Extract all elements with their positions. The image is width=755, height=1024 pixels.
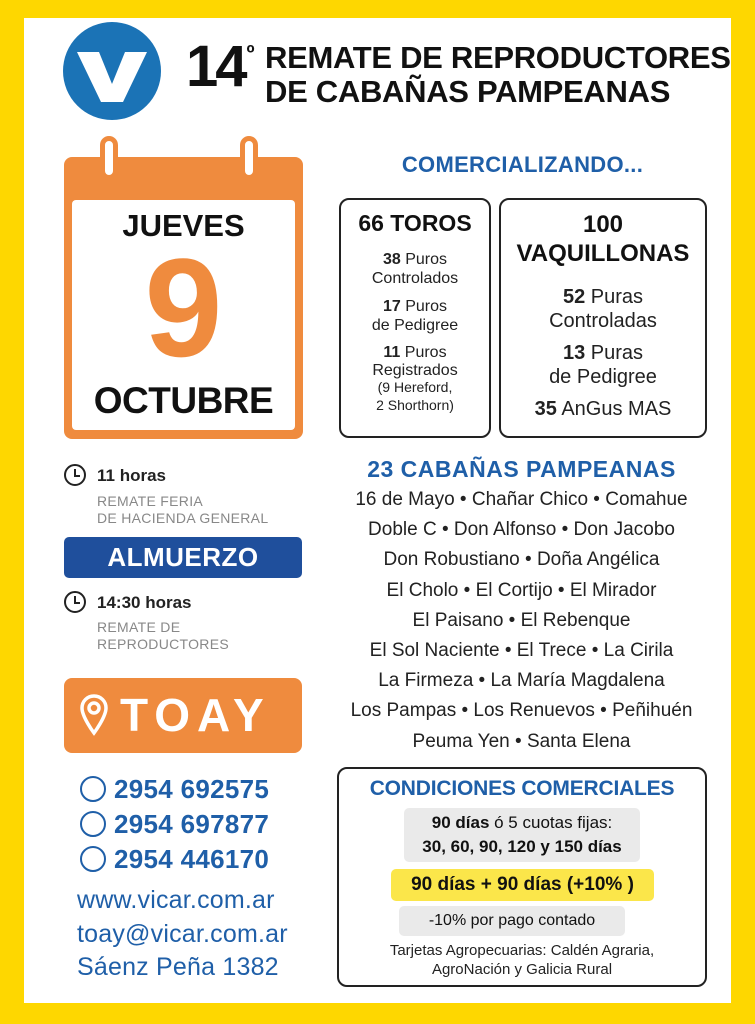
title-line-2: DE CABAÑAS PAMPEANAS bbox=[265, 74, 671, 109]
cabanas-line: El Paisano • El Rebenque bbox=[412, 609, 631, 631]
title-line-1: REMATE DE REPRODUCTORES bbox=[265, 40, 731, 75]
location-name: TOAY bbox=[120, 689, 271, 741]
cabanas-line: Doble C • Don Alfonso • Don Jacobo bbox=[368, 519, 675, 541]
conditions-heading: CONDICIONES COMERCIALES bbox=[369, 777, 675, 800]
cabanas-line: Peuma Yen • Santa Elena bbox=[412, 730, 631, 752]
cabanas-list bbox=[338, 485, 705, 757]
cabanas-line: Los Pampas • Los Renuevos • Peñihuén bbox=[350, 700, 693, 722]
address: Sáenz Peña 1382 bbox=[77, 953, 279, 981]
highlight-terms: 90 días + 90 días (+10% ) bbox=[391, 869, 654, 901]
calendar-ring-icon bbox=[240, 136, 258, 180]
whatsapp-icon bbox=[80, 776, 106, 802]
vaquillonas-item: 35 AnGus MAS bbox=[534, 398, 672, 420]
toros-item: 38 Puros Controlados bbox=[371, 251, 459, 287]
cabanas-line: El Sol Naciente • El Trece • La Cirila bbox=[369, 640, 674, 662]
cabanas-line: 16 de Mayo • Chañar Chico • Comahue bbox=[355, 489, 688, 510]
cabanas-line: Don Robustiano • Doña Angélica bbox=[383, 549, 660, 571]
payment-terms: 90 días ó 5 cuotas fijas: 30, 60, 90, 120 y 150 días bbox=[404, 808, 640, 862]
clock-icon bbox=[64, 591, 86, 613]
schedule-description: REMATE FERIA DE HACIENDA GENERAL bbox=[97, 493, 269, 526]
event-title bbox=[265, 41, 731, 109]
v-logo-icon bbox=[63, 22, 161, 120]
clock-icon bbox=[64, 464, 86, 486]
calendar-day-number: 9 bbox=[144, 229, 223, 386]
edition-number: $14^º$ bbox=[186, 34, 252, 99]
whatsapp-icon bbox=[80, 811, 106, 837]
email-link[interactable]: toay@vicar.com.ar bbox=[77, 920, 288, 948]
phone-number[interactable]: 2954 446170 bbox=[114, 844, 270, 874]
schedule-description: REMATE DE REPRODUCTORES bbox=[97, 619, 229, 652]
cabanas-line: El Cholo • El Cortijo • El Mirador bbox=[386, 579, 657, 601]
cabanas-heading: 23 CABAÑAS PAMPEANAS bbox=[367, 456, 676, 482]
commercializing-heading: COMERCIALIZANDO... bbox=[401, 152, 644, 177]
location-pin-icon bbox=[79, 693, 109, 737]
lunch-banner: ALMUERZO bbox=[64, 537, 302, 578]
vaquillonas-item: 13 Puras de Pedigree bbox=[549, 342, 657, 388]
vaquillonas-item: 52 Puras Controladas bbox=[549, 286, 657, 332]
cash-discount: -10% por pago contado bbox=[399, 906, 625, 936]
toros-item: 11 Puros Registrados (9 Hereford, 2 Shorthorn) bbox=[372, 344, 458, 413]
cabanas-line: La Firmeza • La María Magdalena bbox=[378, 670, 665, 692]
calendar-ring-icon bbox=[100, 136, 118, 180]
website-link[interactable]: www.vicar.com.ar bbox=[77, 886, 275, 914]
credit-cards: Tarjetas Agropecuarias: Caldén Agraria, AgroNación y Galicia Rural bbox=[389, 942, 655, 978]
vaquillonas-title: 100 VAQUILLONAS bbox=[516, 211, 690, 267]
calendar-month: OCTUBRE bbox=[93, 380, 274, 421]
phone-number[interactable]: 2954 697877 bbox=[114, 809, 270, 839]
toros-item: 17 Puros de Pedigree bbox=[371, 298, 459, 334]
schedule-time: 14:30 horas bbox=[97, 593, 192, 612]
schedule-time: 11 horas bbox=[97, 466, 166, 485]
calendar-day-name: JUEVES bbox=[122, 208, 245, 243]
whatsapp-icon bbox=[80, 846, 106, 872]
phone-number[interactable]: 2954 692575 bbox=[114, 774, 270, 804]
toros-title: 66 TOROS bbox=[358, 210, 472, 236]
